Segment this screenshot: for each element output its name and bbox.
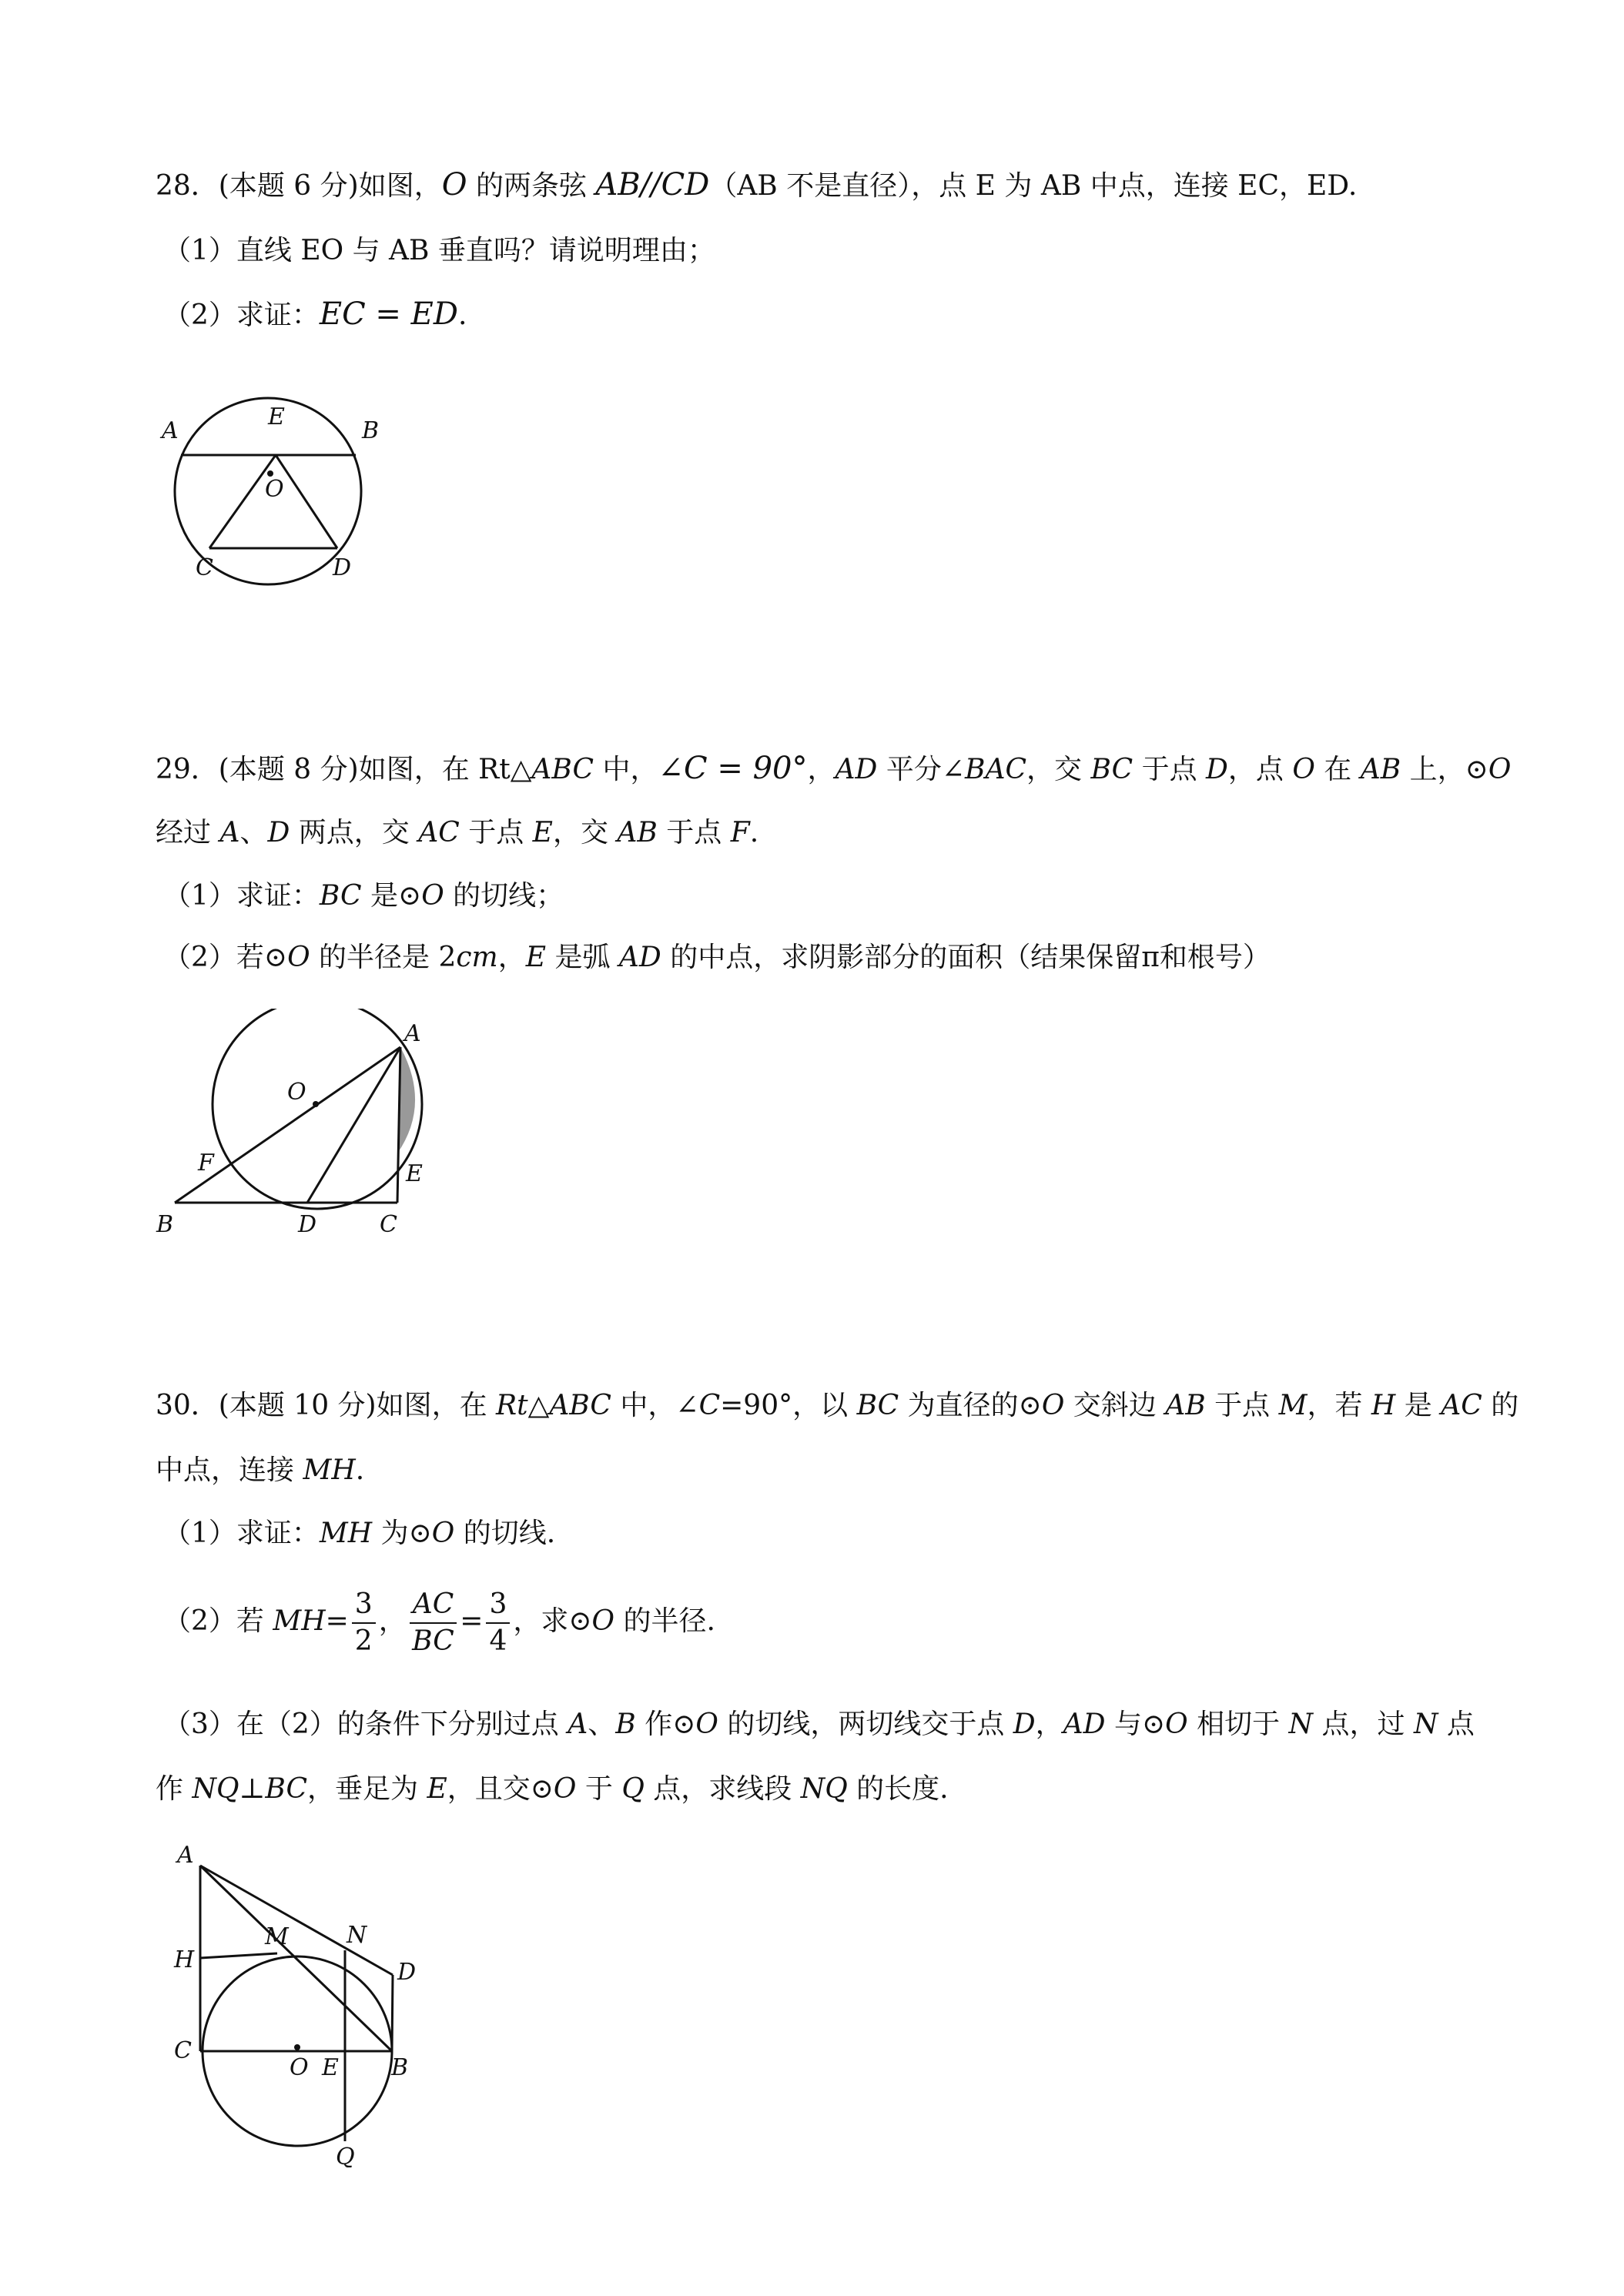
q28-label-o: O [265, 476, 284, 503]
q30-stem-line2: 中点，连接 MH. [156, 1454, 365, 1486]
q29-circle [213, 1009, 422, 1209]
q30-part3-line2: 作 NQ⊥BC，垂足为 E，且交⊙O 于 Q 点，求线段 NQ 的长度. [156, 1773, 949, 1805]
q28-figure [154, 397, 408, 589]
q29-stem-line1: 29．(本题 8 分)如图，在 Rt△ABC 中，∠C = 90°，AD 平分∠BAC，交 BC 于点 D，点 O 在 AB 上，⊙O [156, 751, 1512, 786]
q29-part1: （1）求证：BC 是⊙O 的切线； [163, 880, 564, 912]
q30-label-h: H [174, 1946, 195, 1973]
q30-label-b: B [391, 2054, 409, 2081]
q29-label-d: D [298, 1211, 317, 1238]
q29-label-o: O [287, 1079, 306, 1106]
q28-part1: （1）直线 EO 与 AB 垂直吗？请说明理由； [163, 235, 715, 266]
q30-segment-hm [200, 1953, 277, 1958]
q28-segment-ed [276, 455, 337, 548]
q30-figure [154, 1829, 447, 2167]
q30-stem-line1: 30．(本题 10 分)如图，在 Rt△ABC 中，∠C=90°，以 BC 为直径的⊙O 交斜边 AB 于点 M，若 H 是 AC 的 [156, 1390, 1519, 1421]
q29-label-e: E [406, 1160, 423, 1187]
q30-center-dot [294, 2044, 300, 2050]
q30-label-m: M [265, 1923, 289, 1950]
q30-part1: （1）求证：MH 为⊙O 的切线. [163, 1518, 556, 1549]
q29-segment-ad [307, 1047, 400, 1203]
q30-label-e: E [322, 2054, 339, 2081]
q29-segment-ab [175, 1047, 400, 1203]
q28-label-c: C [196, 554, 213, 581]
q30-label-n: N [347, 1922, 367, 1949]
q30-segment-bd [392, 1975, 393, 2051]
q29-label-f: F [198, 1150, 214, 1176]
q30-label-d: D [397, 1959, 417, 1986]
q28-part2: （2）求证：EC = ED. [163, 296, 467, 332]
fraction-ac-bc: $\frac{AC}{BC}$ [410, 1587, 457, 1659]
fraction-3-2: $\frac{3}{2}$ [352, 1587, 376, 1659]
q28-label-a: A [162, 417, 179, 444]
q29-label-a: A [404, 1020, 421, 1047]
q30-part3-line1: （3）在（2）的条件下分别过点 A、B 作⊙O 的切线，两切线交于点 D，AD 与⊙O 相切于 N 点，过 N 点 [163, 1709, 1475, 1740]
q30-part2: （2）若 MH= $\frac{3}{2}$ ， $\frac{AC}{BC}$ = $\frac{3}{4}$ ，求⊙O 的半径. [163, 1586, 715, 1659]
q28-label-d: D [333, 554, 352, 581]
q29-label-c: C [380, 1211, 397, 1238]
q29-figure [150, 1009, 443, 1240]
q30-label-a: A [177, 1842, 194, 1869]
q29-stem-line2: 经过 A、D 两点，交 AC 于点 E，交 AB 于点 F. [156, 817, 759, 848]
q30-label-q: Q [336, 2144, 355, 2167]
q30-label-o: O [290, 2054, 309, 2081]
q28-stem: 28．(本题 6 分)如图，O 的两条弦 AB//CD（AB 不是直径），点 E 为 AB 中点，连接 EC，ED. [156, 167, 1358, 202]
q29-label-b: B [156, 1211, 174, 1238]
q28-label-b: B [362, 417, 380, 444]
q29-center-dot [313, 1101, 319, 1107]
q29-segment-ac [397, 1047, 400, 1203]
q29-part2: （2）若⊙O 的半径是 2cm，E 是弧 AD 的中点，求阴影部分的面积（结果保留π和根号） [163, 942, 1271, 973]
fraction-3-4: $\frac{3}{4}$ [486, 1587, 510, 1659]
q30-label-c: C [174, 2037, 192, 2064]
q28-label-e: E [268, 403, 285, 430]
